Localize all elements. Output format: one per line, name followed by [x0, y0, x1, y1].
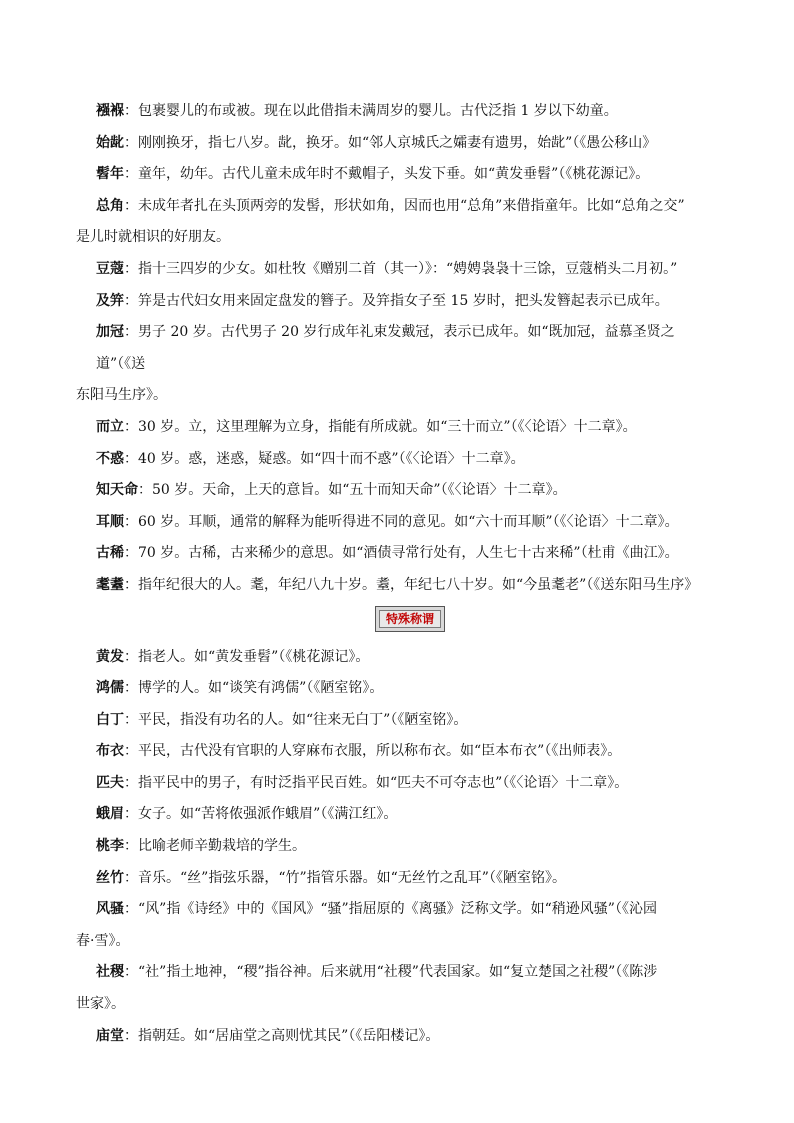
entry-text: ：50 岁。天命，上天的意旨。如“五十而知天命”（《〈论语〉十二章》。: [138, 482, 567, 499]
entry-jiji: [96, 286, 710, 318]
entry-term: 襁褓: [96, 103, 124, 119]
entry-term: 社稷: [96, 964, 124, 981]
entry-text: ：音乐。“丝”指弦乐器，“竹”指管乐器。如“无丝竹之乱耳”（《陋室铭》。: [124, 869, 566, 886]
entry-term: 而立: [96, 418, 124, 435]
entry-text: ：60 岁。耳顺，通常的解释为能听得进不同的意见。如“六十而耳顺”（《〈论语〉十二章》。: [124, 513, 679, 530]
entry-continuation: 东阳马生序》。: [76, 387, 167, 404]
entry-ershun: [96, 507, 710, 539]
entry-text: ：“社”指土地神，“稷”指谷神。后来就用“社稷”代表国家。如“复立楚国之社稷”（《陈涉: [124, 964, 658, 981]
entry-text: ：童年，幼年。古代儿童未成年时不戴帽子，头发下垂。如“黄发垂髫”（《桃花源记》。: [124, 166, 650, 183]
entry-text: ：女子。如“苦将侬强派作蛾眉”（《满江红》。: [124, 806, 398, 823]
entry-term: 白丁: [96, 711, 124, 728]
entry-pifu: [96, 768, 710, 800]
entry-term: 布衣: [96, 743, 124, 760]
entry-fengsao: [76, 894, 710, 957]
entry-term: 丝竹: [96, 869, 124, 886]
entry-huangfa: [96, 642, 710, 674]
entry-term: 匹夫: [96, 774, 124, 791]
entry-buhuo: [96, 444, 710, 476]
entry-text: ：比喻老师辛勤栽培的学生。: [124, 838, 306, 855]
entry-text: ：指年纪很大的人。耄，年纪八九十岁。耋，年纪七八十岁。如“今虽耄老”（《送东阳马生序》: [124, 576, 699, 593]
entry-text: ：“风”指《诗经》中的《国风》“骚”指屈原的《离骚》泛称文学。如“稍逊风骚”（《沁园: [124, 901, 657, 918]
entry-maodie: [96, 570, 710, 602]
entry-jiaguan: [76, 317, 710, 412]
entry-zongjiao: [76, 191, 710, 254]
entry-doukou: [96, 254, 710, 286]
entry-term: 及笄: [96, 292, 124, 309]
entry-continuation: 是儿时就相识的好朋友。: [76, 229, 230, 246]
entry-text: ：平民，指没有功名的人。如“往来无白丁”（《陋室铭》。: [124, 711, 468, 728]
entry-zhitianming: [96, 475, 710, 507]
entry-term: 加冠: [96, 324, 124, 341]
entry-taoli: [96, 831, 710, 863]
entry-text: ：70 岁。古稀，古来稀少的意思。如“酒债寻常行处有，人生七十古来稀”（杜甫《曲江》。: [124, 545, 679, 562]
entry-erli: [96, 412, 710, 444]
entry-text: ：刚刚换牙，指七八岁。龀，换牙。如“邻人京城氏之孀妻有遗男，始龀”（《愚公移山》: [124, 134, 657, 151]
entry-term: 古稀: [96, 545, 124, 562]
entry-term: 风骚: [96, 901, 124, 918]
entry-text: ：博学的人。如“谈笑有鸿儒”（《陋室铭》。: [124, 680, 384, 697]
entry-tiaonian: [96, 159, 710, 191]
entry-baiding: [96, 705, 710, 737]
entry-text: ：平民，古代没有官职的人穿麻布衣服，所以称布衣。如“臣本布衣”（《出师表》。: [124, 743, 622, 760]
entry-sheji: [76, 957, 710, 1020]
entry-term: 总角: [96, 197, 124, 214]
entry-term: 耄耋: [96, 576, 124, 593]
entry-text: ：30 岁。立，这里理解为立身，指能有所成就。如“三十而立”（《〈论语〉十二章》。: [124, 418, 637, 435]
section-banner-row: [96, 602, 710, 642]
entry-term: 知天命: [96, 482, 138, 499]
entry-sizhu: [96, 863, 710, 895]
entry-hongru: [96, 673, 710, 705]
entry-text: ：指老人。如“黄发垂髫”（《桃花源记》。: [124, 648, 370, 665]
entry-term: 桃李: [96, 838, 124, 855]
entry-text: ：指平民中的男子，有时泛指平民百姓。如“匹夫不可夺志也”（《〈论语〉十二章》。: [124, 774, 629, 791]
entry-term: 庙堂: [96, 1027, 124, 1044]
entry-shichen: [96, 128, 710, 160]
section-banner: [375, 606, 445, 632]
entry-term: 始龀: [96, 134, 124, 151]
entry-term: 鸿儒: [96, 680, 124, 697]
entry-term: 髫年: [96, 166, 124, 183]
entry-miaotang: [96, 1021, 710, 1053]
entry-text: ：指十三四岁的少女。如杜牧《赠别二首（其一）》：“娉娉袅袅十三馀，豆蔻梢头二月初。”: [124, 260, 678, 277]
entry-emei: [96, 799, 710, 831]
entry-term: 蛾眉: [96, 806, 124, 823]
entry-text: ：未成年者扎在头顶两旁的发髻，形状如角，因而也用“总角”来借指童年。比如“总角之交”: [124, 197, 685, 214]
entry-qiangbao: [96, 96, 710, 128]
entry-text: ：男子 20 岁。古代男子 20 岁行成年礼束发戴冠，表示已成年。如“既加冠，益慕圣贤之道”（《送: [96, 324, 675, 372]
entry-term: 耳顺: [96, 513, 124, 530]
entry-guxi: [96, 538, 710, 570]
entry-text: ：40 岁。惑，迷惑，疑惑。如“四十而不惑”（《〈论语〉十二章》。: [124, 450, 525, 467]
entry-term: 黄发: [96, 648, 124, 665]
entry-continuation: 世家》。: [76, 996, 125, 1013]
entry-term: 不惑: [96, 450, 124, 467]
entry-continuation: 春·雪》。: [76, 932, 130, 949]
section-title: 特殊称谓: [379, 610, 441, 628]
entry-term: 豆蔻: [96, 260, 124, 277]
entry-text: ：指朝廷。如“居庙堂之高则忧其民”（《岳阳楼记》。: [124, 1027, 440, 1044]
entry-buyi: [96, 736, 710, 768]
entry-text: ：笄是古代妇女用来固定盘发的簪子。及笄指女子至 15 岁时，把头发簪起表示已成年。: [124, 292, 669, 309]
entry-text: ：包裹婴儿的布或被。现在以此借指未满周岁的婴儿。古代泛指 1 岁以下幼童。: [124, 103, 618, 119]
